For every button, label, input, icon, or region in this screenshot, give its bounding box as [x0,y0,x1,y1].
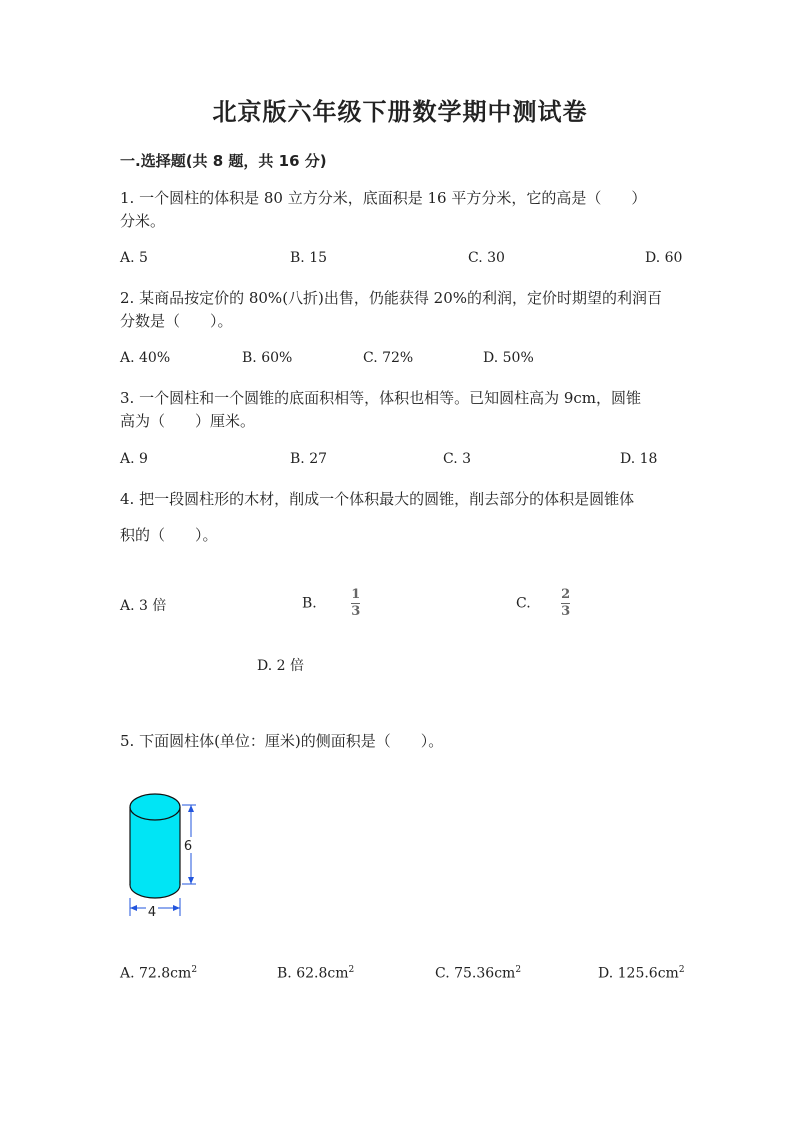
q3-option-a: A. 9 [120,451,148,467]
q5-option-d-text: D. 125.6cm [598,965,679,982]
q4-option-c-label: C. [516,595,531,612]
q1-option-d: D. 60 [645,250,683,266]
q3-option-c: C. 3 [443,451,472,467]
question-2-text: 2. 某商品按定价的 80%(八折)出售，仍能获得 20%的利润，定价时期望的利润百 分数是（ ）。 [120,289,663,330]
cylinder-figure [120,780,210,920]
diameter-arrow-left [130,905,137,911]
q5-option-b [277,965,354,982]
diameter-label: 4 [147,905,157,920]
fraction-numerator: 2 [561,587,571,602]
q4-option-a: A. 3 倍 [120,598,167,614]
question-1-text: 1. 一个圆柱的体积是 80 立方分米，底面积是 16 平方分米，它的高是（ ） 分米。 [120,189,647,230]
cylinder-top [130,794,180,820]
q3-option-d: D. 18 [620,451,658,467]
diameter-arrow-right [173,905,180,911]
unit-superscript: 2 [191,965,198,975]
section-heading: 一.选择题(共 8 题，共 16 分) [120,152,327,170]
q2-option-a: A. 40% [120,350,171,366]
q5-option-c [435,965,521,982]
q1-option-a: A. 5 [120,250,148,266]
q1-option-c: C. 30 [468,250,505,266]
height-arrow-down [188,877,194,884]
q4-option-b-fraction [351,588,360,619]
q5-option-c-text: C. 75.36cm [435,965,516,982]
q1-option-b: B. 15 [290,250,328,266]
question-3-text: 3. 一个圆柱和一个圆锥的底面积相等，体积也相等。已知圆柱高为 9cm，圆锥 高为（ ）厘米。 [120,389,642,430]
fraction-denominator: 3 [561,604,571,619]
q5-option-d [598,965,685,982]
q5-option-a-text: A. 72.8cm [120,965,192,982]
question-4-text-line2: 积的（ ）。 [120,526,218,544]
unit-superscript: 2 [348,965,355,975]
fraction-denominator: 3 [351,604,361,619]
q2-option-b: B. 60% [242,350,293,366]
height-arrow-up [188,805,194,812]
q2-option-c: C. 72% [363,350,414,366]
height-label: 6 [183,839,193,854]
question-4-text-line1: 4. 把一段圆柱形的木材，削成一个体积最大的圆锥，削去部分的体积是圆锥体 [120,490,635,508]
fraction-numerator: 1 [351,587,361,602]
q4-option-c [516,588,570,619]
q3-option-b: B. 27 [290,451,328,467]
unit-superscript: 2 [678,965,685,975]
unit-superscript: 2 [515,965,522,975]
q5-option-b-text: B. 62.8cm [277,965,349,982]
q4-option-b [302,588,360,619]
q4-option-b-label: B. [302,595,317,612]
question-5-text: 5. 下面圆柱体(单位：厘米)的侧面积是（ ）。 [120,732,444,750]
q4-option-d: D. 2 倍 [257,658,304,674]
q5-option-a [120,965,197,982]
page-title: 北京版六年级下册数学期中测试卷 [212,98,588,126]
q2-option-d: D. 50% [483,350,534,366]
q4-option-c-fraction [561,588,570,619]
